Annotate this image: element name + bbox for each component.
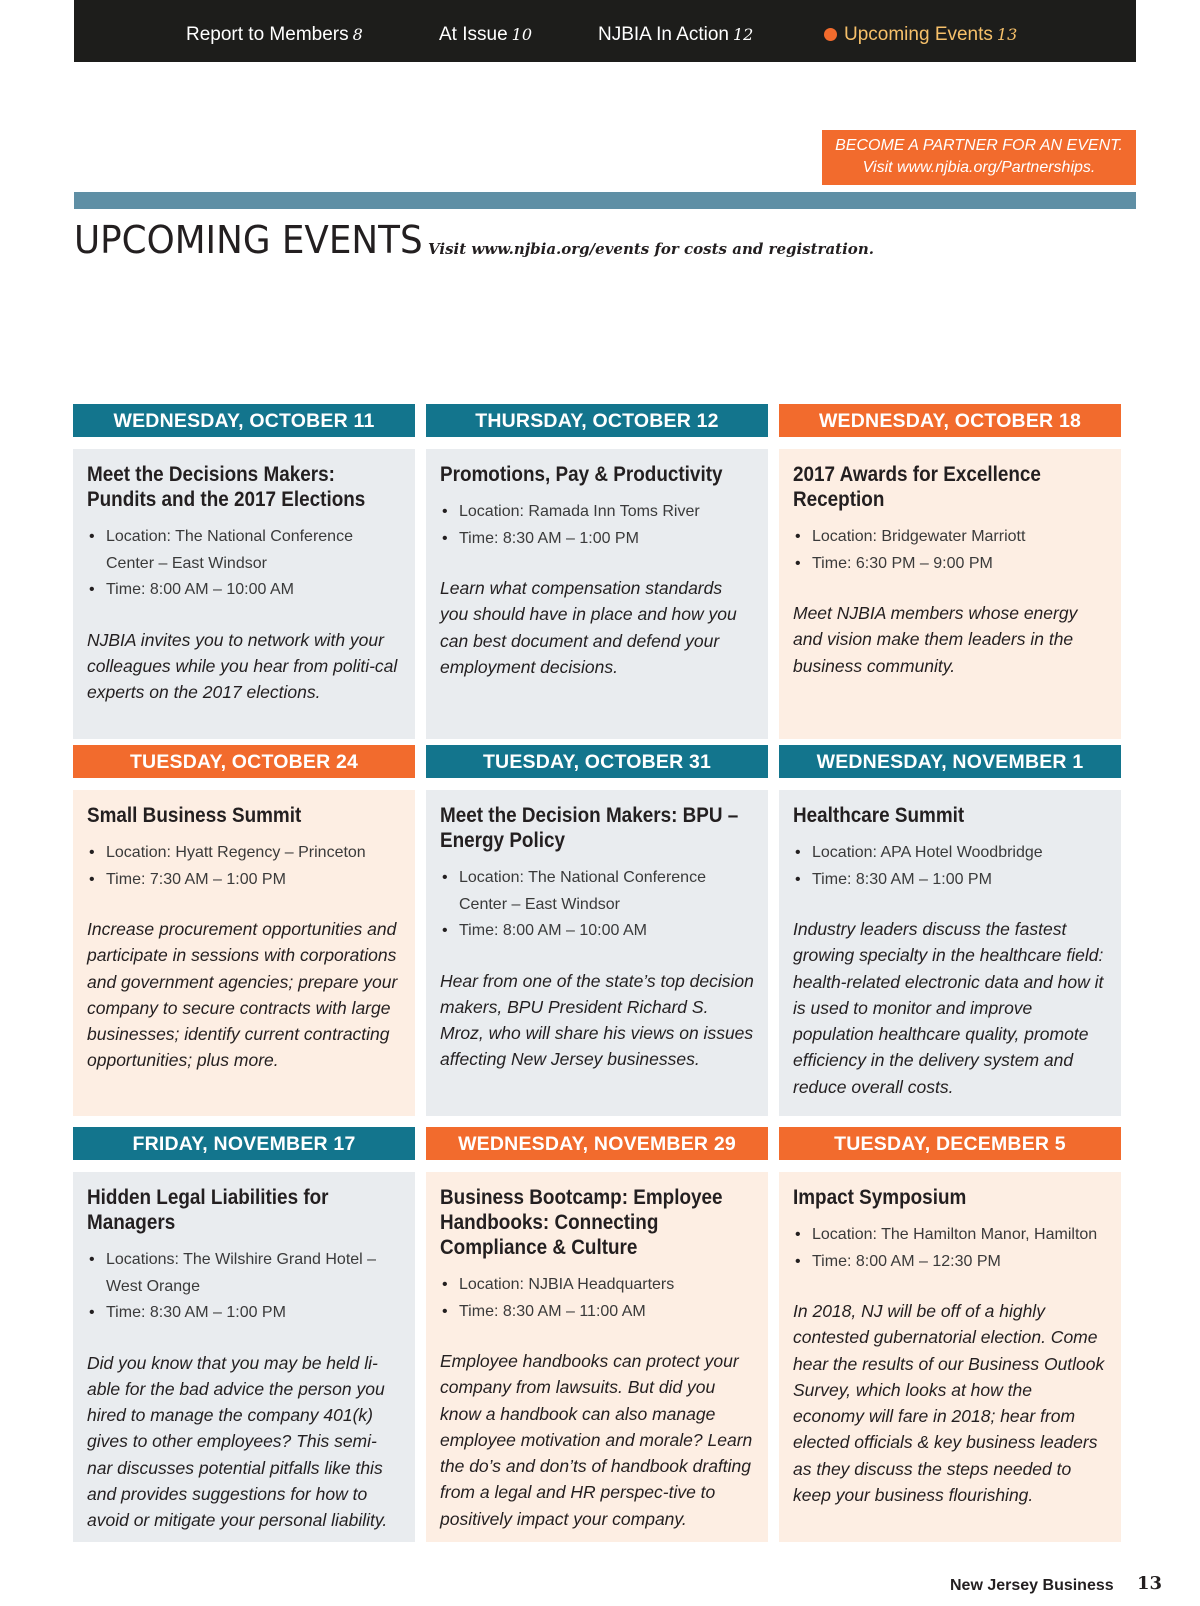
event-description: Meet NJBIA members whose energy and vision make them leaders in the business community. [793,603,1078,676]
active-dot-icon [824,28,837,41]
event-location: • Location: NJBIA Headquarters [440,1272,754,1299]
header-divider [74,192,1136,209]
event-time: • Time: 8:30 AM – 1:00 PM [440,526,754,553]
event-title: Hidden Legal Liabilities for Managers [87,1186,329,1234]
event-location: • Locations: The Wilshire Grand Hotel – West Orange [87,1247,401,1300]
event-title: Impact Symposium [793,1186,967,1209]
event-details-list [87,524,401,604]
event-description: NJBIA invites you to network with your colleagues while you hear from politi-cal experts on the 2017 elections. [87,629,398,703]
event-title: Business Bootcamp: Employee Handbooks: Connecting Compliance & Culture [440,1186,723,1259]
nav-label: At Issue [439,24,508,45]
partner-callout[interactable] [822,130,1136,185]
event-description: Increase procurement opportunities and participate in sessions with corporations and government agencies; prepare your company to secure contracts with large businesses; identify current contracting opportunities; plus more. [87,919,398,1071]
event-details-list [793,524,1107,577]
event-location: • Location: The Hamilton Manor, Hamilton [793,1222,1107,1249]
event-time: • Time: 8:30 AM – 11:00 AM [440,1299,754,1326]
event-details-list [440,499,754,552]
event-details-list [440,1272,754,1325]
nav-item-njbia-in-action[interactable] [598,24,753,46]
event-card[interactable] [779,790,1121,1116]
event-location: • Location: Ramada Inn Toms River [440,499,754,526]
footer-publication: New Jersey Business [950,1577,1114,1594]
event-location: • Location: Bridgewater Marriott [793,524,1107,551]
event-title: Healthcare Summit [793,804,965,827]
event-date-bar: TUESDAY, OCTOBER 31 [426,745,768,778]
nav-page-number: 10 [511,25,533,44]
event-title: Meet the Decision Makers: BPU – Energy Policy [440,804,739,852]
event-description: Hear from one of the state’s top decision makers, BPU President Richard S. Mroz, who will share his views on issues affecting New Jersey businesses. [440,970,754,1070]
event-details-list [440,865,754,945]
event-time: • Time: 8:30 AM – 1:00 PM [87,1300,401,1327]
event-description: Learn what compensation standards you should have in place and how you can best document and defend your employment decisions. [440,578,737,677]
event-location: • Location: Hyatt Regency – Princeton [87,840,401,867]
event-date-bar: WEDNESDAY, NOVEMBER 1 [779,745,1121,778]
event-description: In 2018, NJ will be off of a highly contested gubernatorial election. Come hear the results of our Business Outlook Survey, which looks at how the economy will fare in 2018; hear from elected officials & key business leaders as they discuss the steps needed to keep your business flourishing. [793,1301,1105,1506]
nav-page-number: 13 [996,25,1018,44]
event-title: Small Business Summit [87,804,302,827]
event-date-bar: TUESDAY, DECEMBER 5 [779,1127,1121,1160]
event-date-bar: THURSDAY, OCTOBER 12 [426,404,768,437]
event-date-bar: FRIDAY, NOVEMBER 17 [73,1127,415,1160]
nav-page-number: 8 [352,25,363,44]
event-card[interactable] [426,1172,768,1542]
event-details-list [793,1222,1107,1275]
event-date-bar: WEDNESDAY, OCTOBER 18 [779,404,1121,437]
event-title: Promotions, Pay & Productivity [440,463,723,486]
partner-line-1: BECOME A PARTNER FOR AN EVENT. [835,137,1123,154]
event-card[interactable] [426,790,768,1116]
nav-item-report-to-members[interactable] [186,24,363,46]
event-time: • Time: 8:00 AM – 10:00 AM [87,577,401,604]
event-time: • Time: 8:00 AM – 10:00 AM [440,918,754,945]
event-details-list [87,840,401,893]
event-time: • Time: 6:30 PM – 9:00 PM [793,551,1107,578]
event-date-bar: TUESDAY, OCTOBER 24 [73,745,415,778]
nav-label: Upcoming Events [844,24,993,45]
nav-label: Report to Members [186,24,349,45]
event-description: Employee handbooks can protect your company from lawsuits. But did you know a handbook can also manage employee motivation and morale? Learn the do’s and don’ts of handbook drafting from a legal and HR perspec-tive to positively impact your company. [440,1351,753,1529]
event-time: • Time: 8:30 AM – 1:00 PM [793,867,1107,894]
nav-item-at-issue[interactable] [439,24,532,46]
nav-page-number: 12 [732,25,754,44]
event-card[interactable] [779,1172,1121,1542]
event-card[interactable] [73,790,415,1116]
event-description: Industry leaders discuss the fastest growing specialty in the healthcare field: health-related electronic data and how it is used to monitor and improve population healthcare quality, promote efficiency in the delivery system and reduce overall costs. [793,919,1104,1097]
nav-label: NJBIA In Action [598,24,729,45]
event-card[interactable] [73,1172,415,1542]
nav-item-upcoming-events[interactable] [824,24,1017,46]
partner-line-2: Visit www.njbia.org/Partnerships. [862,159,1096,176]
event-card[interactable] [779,449,1121,739]
event-details-list [87,1247,401,1327]
event-details-list [793,840,1107,893]
event-date-bar: WEDNESDAY, NOVEMBER 29 [426,1127,768,1160]
event-location: • Location: The National Conference Center – East Windsor [440,865,754,918]
page-subtitle: Visit www.njbia.org/events for costs and registration. [428,240,874,258]
page-title: UPCOMING EVENTS [74,218,423,262]
event-card[interactable] [426,449,768,739]
event-location: • Location: APA Hotel Woodbridge [793,840,1107,867]
event-title: Meet the Decisions Makers: Pundits and the 2017 Elections [87,463,366,511]
event-time: • Time: 8:00 AM – 12:30 PM [793,1249,1107,1276]
event-card[interactable] [73,449,415,739]
footer-page-number: 13 [1137,1573,1163,1594]
event-title: 2017 Awards for Excellence Reception [793,463,1041,511]
event-description: Did you know that you may be held li-able for the bad advice the person you hired to manage the company 401(k) gives to other employees? This semi-nar discusses potential pitfalls like this and provides suggestions for how to avoid or mitigate your personal liability. [87,1352,388,1531]
top-navigation [74,0,1136,62]
event-time: • Time: 7:30 AM – 1:00 PM [87,867,401,894]
event-date-bar: WEDNESDAY, OCTOBER 11 [73,404,415,437]
event-location: • Location: The National Conference Center – East Windsor [87,524,401,577]
